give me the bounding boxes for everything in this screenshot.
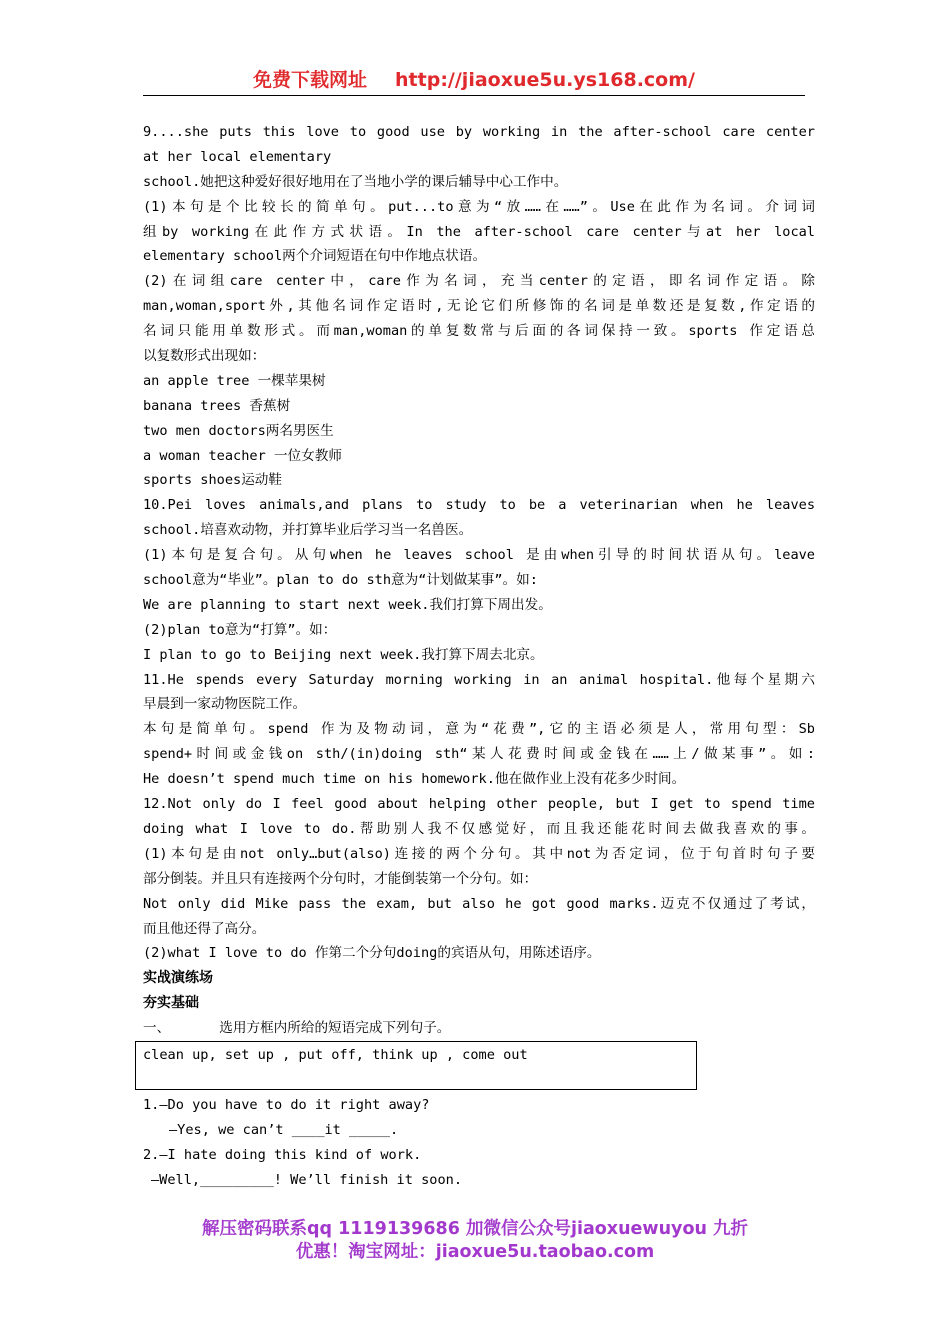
text-line: 以复数形式出现如： <box>143 348 266 365</box>
text-line: (1)本句是复合句。从句when he leaves school 是由when引导的时间状语从句。leave <box>143 547 815 564</box>
header-url[interactable]: http://jiaoxue5u.ys168.com/ <box>395 69 695 91</box>
text-line: 11.He spends every Saturday morning working in an animal hospital.他每个星期六 <box>143 671 815 688</box>
exercise-line: 2.—I hate doing this kind of work. <box>143 1146 422 1163</box>
text-line: doing what I love to do.帮助别人我不仅感觉好，而且我还能花时间去做我喜欢的事。 <box>143 820 815 837</box>
exercise-instruction: 一、 选用方框内所给的短语完成下列句子。 <box>143 1020 451 1037</box>
text-line: 部分倒装。并且只有连接两个分句时，才能倒装第一个分句。如： <box>143 870 538 887</box>
text-line: 12.Not only do I feel good about helping other people, but I get to spend time <box>143 796 815 813</box>
text-line: man,woman,sport外,其他名词作定语时,无论它们所修饰的名词是单数还是复数,作定语的 <box>143 298 815 315</box>
text-line: 早晨到一家动物医院工作。 <box>143 696 307 713</box>
text-line: We are planning to start next week.我们打算下周出发。 <box>143 596 552 613</box>
text-line: (1)本句是由not only…but(also)连接的两个分句。其中not为否定词，位于句首时句子要 <box>143 845 815 862</box>
text-line: 而且他还得了高分。 <box>143 920 266 937</box>
header-label: 免费下载网址 <box>253 69 368 91</box>
text-line: elementary school两个介词短语在句中作地点状语。 <box>143 248 487 265</box>
footer-line-shop: 优惠！淘宝网址：jiaoxue5u.taobao.com <box>295 1242 655 1262</box>
document-body <box>143 120 815 1041</box>
exercise-list <box>143 1093 815 1193</box>
text-line: 10.Pei loves animals,and plans to study to be a veterinarian when he leaves <box>143 497 815 514</box>
text-line: school.她把这种爱好很好地用在了当地小学的课后辅导中心工作中。 <box>143 173 568 190</box>
page-header <box>143 66 805 96</box>
exercise-line: 1.—Do you have to do it right away? <box>143 1097 430 1113</box>
text-line: sports shoes运动鞋 <box>143 472 282 489</box>
text-line: 组by working在此作方式状语。In the after-school care center与at her local <box>143 223 815 240</box>
text-line: two men doctors两名男医生 <box>143 422 334 439</box>
text-line: an apple tree 一棵苹果树 <box>143 372 326 389</box>
page-footer <box>0 1218 950 1264</box>
text-line: (1)本句是个比较长的简单句。put...to意为“放……在……”。Use在此作为名词。介词词 <box>143 198 815 215</box>
text-line: a woman teacher 一位女教师 <box>143 447 342 464</box>
text-line: He doesn’t spend much time on his homework.他在做作业上没有花多少时间。 <box>143 771 686 788</box>
text-line: at her local elementary <box>143 148 332 165</box>
exercise-line: —Yes, we can’t ____it _____. <box>169 1121 399 1138</box>
text-line: 本句是简单句。spend 作为及物动词，意为“花费”,它的主语必须是人，常用句型：Sb <box>143 721 815 738</box>
text-line: (2)在词组care center中，care作为名词，充当center的定语，即名词作定语。除 <box>143 273 815 290</box>
text-line: school意为“毕业”。plan to do sth意为“计划做某事”。如: <box>143 572 538 589</box>
text-line: I plan to go to Beijing next week.我打算下周去北京。 <box>143 646 544 663</box>
text-line: school.培喜欢动物，并打算毕业后学习当一名兽医。 <box>143 522 473 539</box>
exercise-line: —Well,_________! We’ll finish it soon. <box>151 1171 462 1188</box>
section-title: 实战演练场 <box>143 970 213 987</box>
text-line: Not only did Mike pass the exam, but also he got good marks.迈克不仅通过了考试， <box>143 895 815 912</box>
text-line: 9....she puts this love to good use by working in the after-school care center <box>143 124 815 140</box>
text-line: (2)plan to意为“打算”。如： <box>143 621 337 638</box>
text-line: spend+时间或金钱on sth/(in)doing sth“某人花费时间或金钱在……上/做某事”。如: <box>143 746 815 763</box>
text-line: 名词只能用单数形式。而man,woman的单复数常与后面的各词保持一致。sports 作定语总 <box>143 323 815 340</box>
footer-line-contact: 解压密码联系qq 1119139686 加微信公众号jiaoxuewuyou 九折 <box>201 1219 749 1239</box>
phrase-box-text: clean up, set up , put off, think up , come out <box>143 1047 528 1063</box>
section-subtitle: 夯实基础 <box>143 995 199 1012</box>
text-line: (2)what I love to do 作第二个分句doing的宾语从句，用陈述语序。 <box>143 945 601 962</box>
text-line: banana trees 香蕉树 <box>143 397 291 414</box>
